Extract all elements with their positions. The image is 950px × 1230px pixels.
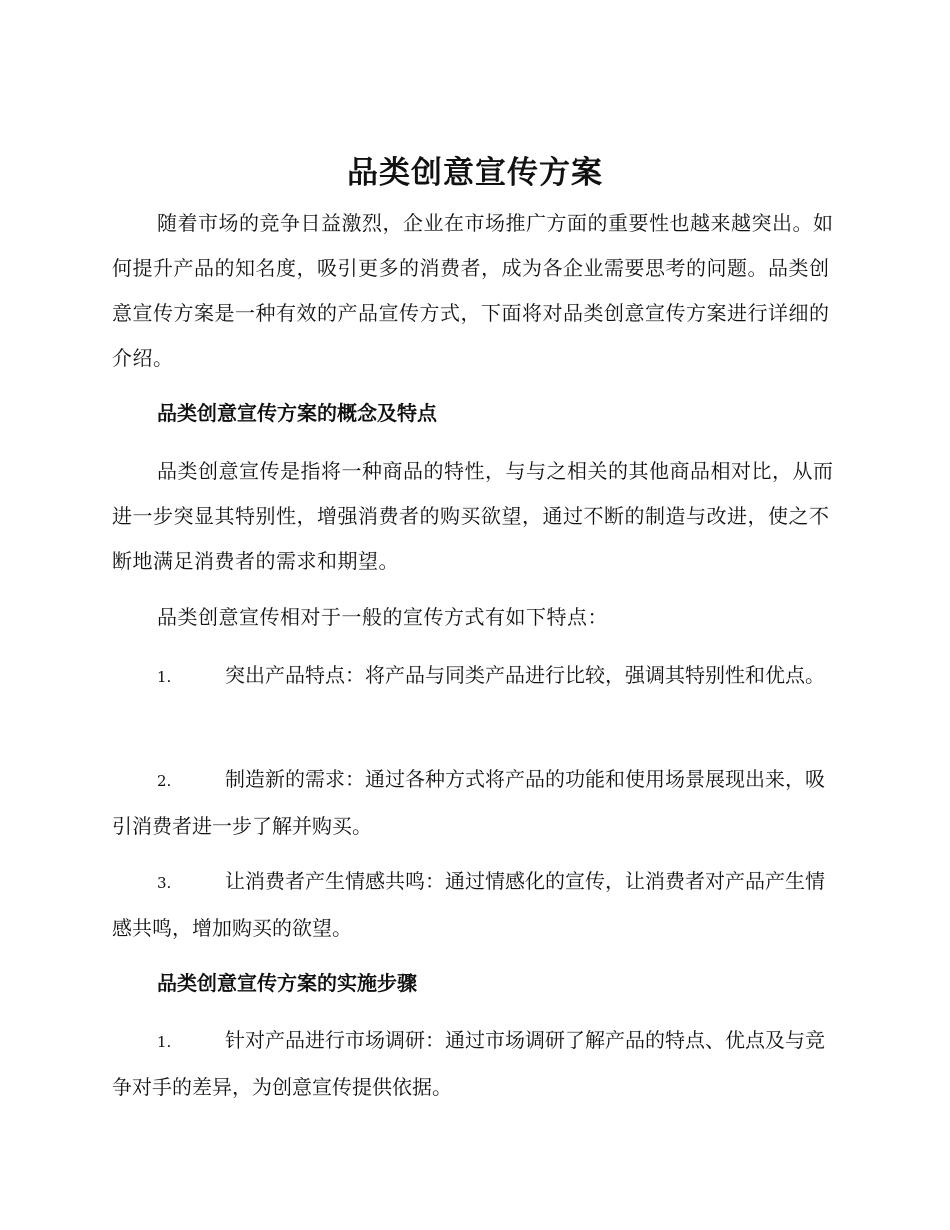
- list-number: 1.: [157, 668, 172, 686]
- section-heading-concept: 品类创意宣传方案的概念及特点: [157, 401, 437, 425]
- list-item-text: 突出产品特点：将产品与同类产品进行比较，强调其特别性和优点。: [225, 663, 825, 687]
- list-item-text: 让消费者产生情感共鸣：通过情感化的宣传，让消费者对产品产生情感共鸣，增加购买的欲望。: [112, 869, 825, 940]
- list-item: [112, 1018, 836, 1110]
- section-heading-steps: 品类创意宣传方案的实施步骤: [157, 971, 417, 995]
- document-title: 品类创意宣传方案: [347, 155, 603, 191]
- concept-paragraph: 品类创意宣传是指将一种商品的特性，与与之相关的其他商品相对比，从而进一步突显其特别性，增强消费者的购买欲望，通过不断的制造与改进，使之不断地满足消费者的需求和期望。: [112, 459, 834, 573]
- list-item: [112, 859, 836, 951]
- list-number: 3.: [157, 874, 172, 892]
- features-intro-paragraph: 品类创意宣传相对于一般的宣传方式有如下特点：: [157, 605, 608, 629]
- list-item-text: 针对产品进行市场调研：通过市场调研了解产品的特点、优点及与竞争对手的差异，为创意宣传提供依据。: [112, 1028, 825, 1099]
- list-item: [112, 653, 836, 700]
- list-item-text: 制造新的需求：通过各种方式将产品的功能和使用场景展现出来，吸引消费者进一步了解并购买。: [112, 767, 825, 838]
- intro-paragraph: 随着市场的竞争日益激烈，企业在市场推广方面的重要性也越来越突出。如何提升产品的知名度，吸引更多的消费者，成为各企业需要思考的问题。品类创意宣传方案是一种有效的产品宣传方式，下面将对品类创意宣传方案进行详细的介绍。: [112, 211, 834, 370]
- list-number: 2.: [157, 772, 172, 790]
- list-number: 1.: [157, 1033, 172, 1051]
- list-item: [112, 757, 836, 849]
